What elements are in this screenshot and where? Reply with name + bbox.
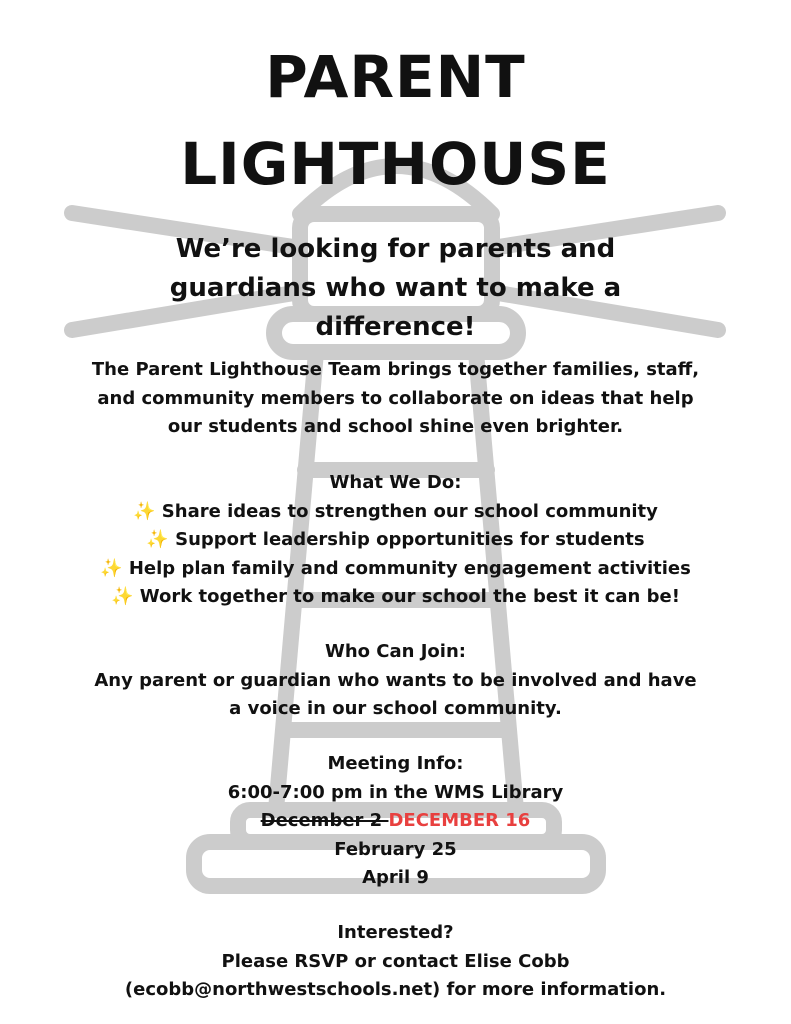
sparkles-icon: ✨ <box>111 586 134 607</box>
who-can-join-section <box>0 638 791 724</box>
what-we-do-item-text: Support leadership opportunities for students <box>175 529 645 550</box>
what-we-do-item-text: Work together to make our school the best it can be! <box>139 586 680 607</box>
contact-line-2: Please RSVP or contact Elise Cobb <box>221 950 570 972</box>
what-we-do-item <box>0 583 791 612</box>
what-we-do-section <box>0 469 791 612</box>
sparkles-icon: ✨ <box>100 557 123 579</box>
meeting-old-date: December 2 <box>260 810 389 831</box>
sparkles-icon: ✨ <box>146 529 169 550</box>
who-can-join-line-2: a voice in our school community. <box>229 698 562 719</box>
who-can-join-heading: Who Can Join: <box>325 641 466 662</box>
page-title <box>0 42 791 199</box>
subtitle-line-2: guardians who want to make a <box>169 273 622 303</box>
sparkles-icon: ✨ <box>133 500 156 522</box>
contact-line-1: Interested? <box>337 922 454 943</box>
meeting-date-changed <box>0 807 791 836</box>
intro-line-2: and community members to collaborate on ideas that help <box>97 387 694 409</box>
title-line-1: PARENT <box>265 43 526 111</box>
what-we-do-heading: What We Do: <box>329 472 462 493</box>
title-line-2: LIGHTHOUSE <box>180 130 611 198</box>
what-we-do-item <box>0 555 791 584</box>
what-we-do-item <box>0 498 791 527</box>
who-can-join-line-1: Any parent or guardian who wants to be involved and have <box>94 669 697 691</box>
what-we-do-item <box>0 526 791 555</box>
meeting-heading: Meeting Info: <box>327 753 464 774</box>
meeting-date: April 9 <box>362 867 429 888</box>
contact-email-line: (ecobb@northwestschools.net) for more information. <box>124 979 667 1000</box>
meeting-date: February 25 <box>334 838 457 860</box>
meeting-info-section <box>0 750 791 893</box>
subtitle <box>0 230 791 347</box>
what-we-do-item-text: Help plan family and community engagement activities <box>128 557 691 579</box>
subtitle-line-3: difference! <box>315 312 476 342</box>
intro-line-1: The Parent Lighthouse Team brings together families, staff, <box>91 359 700 380</box>
contact-section <box>0 919 791 1005</box>
subtitle-line-1: We’re looking for parents and <box>175 234 616 264</box>
intro-line-3: our students and school shine even brighter. <box>167 416 624 437</box>
intro-paragraph <box>0 356 791 442</box>
meeting-time-place: 6:00-7:00 pm in the WMS Library <box>227 781 564 803</box>
meeting-new-date: DECEMBER 16 <box>388 810 531 831</box>
what-we-do-item-text: Share ideas to strengthen our school community <box>161 500 658 522</box>
